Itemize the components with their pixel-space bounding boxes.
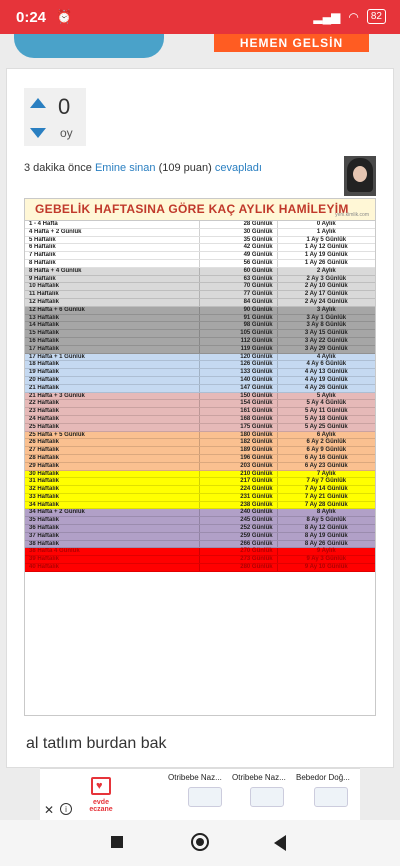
- ad-cta-button[interactable]: HEMEN GELSİN: [214, 34, 369, 52]
- table-cell-days: 196 Günlük: [200, 455, 278, 462]
- ad-product-1[interactable]: Otribebe Naz...: [168, 773, 222, 782]
- table-cell-week: 10 Haftalık: [25, 283, 200, 290]
- table-row: [25, 291, 375, 299]
- table-cell-week: 5 Haftalık: [25, 237, 200, 244]
- table-row: [25, 502, 375, 510]
- table-cell-week: 20 Haftalık: [25, 377, 200, 384]
- table-cell-months: 1 Ay 12 Günlük: [304, 244, 348, 251]
- table-row: [25, 237, 375, 245]
- table-cell-days: 168 Günlük: [200, 416, 278, 423]
- table-cell-months: 2 Ay 24 Günlük: [304, 298, 348, 305]
- table-cell-week: 34 Hafta + 2 Günlük: [25, 509, 200, 516]
- table-cell-days: 259 Günlük: [200, 533, 278, 540]
- table-cell-months: 3 Ay 22 Günlük: [304, 337, 348, 344]
- table-cell-months: 8 Ay 26 Günlük: [304, 540, 348, 547]
- table-cell-months: 7 Ay 7 Günlük: [306, 478, 347, 485]
- signal-icon: ▂▄▆: [313, 9, 341, 24]
- table-cell-days: 252 Günlük: [200, 525, 278, 532]
- ad-product-2[interactable]: Otribebe Naz...: [232, 773, 286, 782]
- author-points: (109 puan): [158, 162, 212, 174]
- ad-product-3[interactable]: Bebedor Doğ...: [296, 773, 350, 782]
- table-row: [25, 354, 375, 362]
- table-cell-days: 266 Günlük: [200, 541, 278, 548]
- table-row: [25, 416, 375, 424]
- table-cell-week: 26 Haftalık: [25, 439, 200, 446]
- table-cell-days: 98 Günlük: [200, 322, 278, 329]
- table-row: [25, 509, 375, 517]
- answer-meta: [24, 162, 262, 174]
- bottom-ad-banner[interactable]: [40, 768, 360, 820]
- table-cell-week: 4 Hafta + 2 Günlük: [25, 229, 200, 236]
- table-cell-months: 9 Ay 10 Günlük: [304, 564, 348, 571]
- table-cell-months: 3 Ay 29 Günlük: [304, 345, 348, 352]
- table-row: [25, 471, 375, 479]
- table-row: [25, 307, 375, 315]
- vote-label: oy: [60, 126, 73, 140]
- table-source: yeni.kimlik.com: [335, 212, 369, 218]
- table-cell-months: 6 Ay 2 Günlük: [306, 439, 347, 446]
- table-cell-week: 18 Haftalık: [25, 361, 200, 368]
- table-cell-months: 5 Ay 4 Günlük: [306, 400, 347, 407]
- table-row: [25, 244, 375, 252]
- table-cell-months: 2 Ay 17 Günlük: [304, 291, 348, 298]
- table-cell-days: 63 Günlük: [200, 276, 278, 283]
- table-cell-days: 30 Günlük: [200, 229, 278, 236]
- table-cell-months: 0 Aylık: [316, 221, 336, 227]
- table-cell-week: 32 Haftalık: [25, 486, 200, 493]
- table-cell-week: 24 Haftalık: [25, 416, 200, 423]
- table-cell-days: 224 Günlük: [200, 486, 278, 493]
- table-cell-days: 35 Günlük: [200, 237, 278, 244]
- table-cell-months: 9 Ay 3 Günlük: [306, 556, 347, 563]
- table-row: [25, 260, 375, 268]
- table-row: [25, 361, 375, 369]
- table-cell-week: 40 Haftalık: [25, 564, 200, 571]
- avatar-face: [353, 166, 367, 182]
- table-cell-months: 6 Ay 23 Günlük: [304, 462, 348, 469]
- table-cell-days: 245 Günlük: [200, 517, 278, 524]
- table-row: [25, 268, 375, 276]
- table-cell-months: 2 Ay 10 Günlük: [304, 283, 348, 290]
- table-cell-days: 217 Günlük: [200, 478, 278, 485]
- table-cell-months: 4 Ay 6 Günlük: [306, 361, 347, 368]
- table-cell-months: 3 Ay 8 Günlük: [306, 322, 347, 329]
- vote-count: 0: [58, 94, 71, 119]
- table-cell-days: 175 Günlük: [200, 424, 278, 431]
- table-cell-week: 31 Haftalık: [25, 478, 200, 485]
- table-row: [25, 424, 375, 432]
- avatar[interactable]: [344, 156, 376, 196]
- table-cell-week: 15 Haftalık: [25, 330, 200, 337]
- table-cell-days: 189 Günlük: [200, 447, 278, 454]
- table-cell-months: 4 Ay 13 Günlük: [304, 369, 348, 376]
- table-cell-week: 21 Haftalık: [25, 385, 200, 392]
- table-cell-days: 147 Günlük: [200, 385, 278, 392]
- wifi-icon: ◠: [348, 9, 359, 24]
- table-cell-week: 1 - 4 Hafta: [25, 221, 200, 228]
- table-row: [25, 377, 375, 385]
- downvote-icon[interactable]: [30, 128, 46, 138]
- back-icon[interactable]: [274, 835, 286, 851]
- table-row: [25, 548, 375, 556]
- table-cell-months: 8 Ay 19 Günlük: [304, 532, 348, 539]
- table-cell-week: 9 Haftalık: [25, 276, 200, 283]
- table-cell-months: 3 Aylık: [316, 306, 336, 313]
- table-row: [25, 478, 375, 486]
- table-row: [25, 322, 375, 330]
- author-link[interactable]: Emine sinan: [94, 162, 156, 174]
- table-cell-days: 49 Günlük: [200, 252, 278, 259]
- table-cell-days: 154 Günlük: [200, 400, 278, 407]
- table-cell-months: 1 Ay 26 Günlük: [304, 259, 348, 266]
- table-row: [25, 432, 375, 440]
- table-cell-months: 5 Aylık: [316, 392, 336, 399]
- table-cell-week: 14 Haftalık: [25, 322, 200, 329]
- table-cell-week: 34 Haftalık: [25, 502, 200, 509]
- table-cell-months: 9 Aylık: [316, 548, 336, 555]
- table-cell-months: 6 Ay 16 Günlük: [304, 454, 348, 461]
- table-cell-week: 38 Hafta 4 Günlük: [25, 548, 200, 555]
- ad-product-image-1[interactable]: [188, 787, 222, 807]
- ad-close-icon[interactable]: ✕: [44, 803, 55, 817]
- table-cell-days: 231 Günlük: [200, 494, 278, 501]
- table-rows: [25, 221, 375, 572]
- table-cell-months: 2 Ay 3 Günlük: [306, 275, 347, 282]
- table-cell-months: 5 Ay 18 Günlük: [304, 415, 348, 422]
- table-cell-days: 161 Günlük: [200, 408, 278, 415]
- table-cell-week: 30 Haftalık: [25, 471, 200, 478]
- table-cell-days: 280 Günlük: [200, 564, 278, 571]
- table-cell-months: 7 Ay 28 Günlük: [304, 501, 348, 508]
- table-cell-months: 5 Ay 25 Günlük: [304, 423, 348, 430]
- table-cell-week: 12 Hafta + 6 Günlük: [25, 307, 200, 314]
- vote-box: [24, 88, 86, 146]
- table-row: [25, 338, 375, 346]
- table-cell-week: 38 Haftalık: [25, 541, 200, 548]
- ad-info-icon[interactable]: i: [60, 803, 72, 815]
- ad-product-image-3[interactable]: [314, 787, 348, 807]
- upvote-icon[interactable]: [30, 98, 46, 108]
- table-cell-days: 56 Günlük: [200, 260, 278, 267]
- table-cell-week: 37 Haftalık: [25, 533, 200, 540]
- table-cell-week: 33 Haftalık: [25, 494, 200, 501]
- table-cell-days: 182 Günlük: [200, 439, 278, 446]
- table-cell-days: 91 Günlük: [200, 315, 278, 322]
- table-cell-days: 112 Günlük: [200, 338, 278, 345]
- table-row: [25, 276, 375, 284]
- table-cell-days: 273 Günlük: [200, 556, 278, 563]
- table-row: [25, 400, 375, 408]
- answer-time: 3 dakika önce: [24, 162, 92, 174]
- evde-eczane-logo: [88, 775, 114, 797]
- table-row: [25, 455, 375, 463]
- table-cell-week: 29 Haftalık: [25, 463, 200, 470]
- heart-icon: ♥: [96, 780, 103, 792]
- table-cell-days: 120 Günlük: [200, 354, 278, 361]
- table-cell-week: 7 Haftalık: [25, 252, 200, 259]
- table-cell-week: 36 Haftalık: [25, 525, 200, 532]
- table-cell-days: 140 Günlük: [200, 377, 278, 384]
- table-row: [25, 330, 375, 338]
- table-cell-week: 16 Haftalık: [25, 338, 200, 345]
- table-title-text: GEBELİK HAFTASINA GÖRE KAÇ AYLIK HAMİLEYİM: [35, 202, 349, 216]
- table-cell-days: 203 Günlük: [200, 463, 278, 470]
- table-cell-week: 8 Haftalık: [25, 260, 200, 267]
- table-cell-week: 23 Haftalık: [25, 408, 200, 415]
- table-cell-months: 1 Aylık: [316, 228, 336, 235]
- table-row: [25, 315, 375, 323]
- table-cell-months: 7 Ay 14 Günlük: [304, 486, 348, 493]
- ad-image: [14, 34, 164, 58]
- table-cell-days: 119 Günlük: [200, 346, 278, 353]
- table-cell-months: 6 Ay 9 Günlük: [306, 447, 347, 454]
- table-cell-days: 60 Günlük: [200, 268, 278, 275]
- table-cell-week: 17 Haftalık: [25, 346, 200, 353]
- table-row: [25, 447, 375, 455]
- battery-icon: 82: [367, 9, 386, 24]
- table-cell-week: 21 Hafta + 3 Günlük: [25, 393, 200, 400]
- table-row: [25, 252, 375, 260]
- table-cell-months: 7 Ay 21 Günlük: [304, 493, 348, 500]
- table-cell-week: 17 Hafta + 1 Günlük: [25, 354, 200, 361]
- table-row: [25, 486, 375, 494]
- pregnancy-table-image[interactable]: [24, 198, 376, 716]
- table-cell-months: 7 Aylık: [316, 470, 336, 477]
- table-cell-week: 39 Haftalık: [25, 556, 200, 563]
- table-row: [25, 564, 375, 572]
- table-cell-week: 25 Haftalık: [25, 424, 200, 431]
- table-cell-days: 28 Günlük: [200, 221, 278, 228]
- navigation-bar: [0, 820, 400, 866]
- table-cell-week: 27 Haftalık: [25, 447, 200, 454]
- table-cell-months: 1 Ay 5 Günlük: [306, 236, 347, 243]
- table-cell-days: 70 Günlük: [200, 283, 278, 290]
- table-cell-months: 4 Ay 19 Günlük: [304, 376, 348, 383]
- table-cell-months: 6 Aylık: [316, 431, 336, 438]
- table-row: [25, 385, 375, 393]
- table-cell-months: 4 Aylık: [316, 353, 336, 360]
- table-cell-week: 19 Haftalık: [25, 369, 200, 376]
- table-row: [25, 525, 375, 533]
- table-row: [25, 533, 375, 541]
- table-cell-week: 22 Haftalık: [25, 400, 200, 407]
- recents-icon[interactable]: [111, 836, 123, 848]
- table-cell-months: 8 Aylık: [316, 509, 336, 516]
- table-cell-months: 3 Ay 1 Günlük: [306, 314, 347, 321]
- table-cell-week: 6 Haftalık: [25, 244, 200, 251]
- table-cell-days: 240 Günlük: [200, 509, 278, 516]
- table-cell-days: 77 Günlük: [200, 291, 278, 298]
- top-ad-banner[interactable]: [0, 34, 400, 64]
- table-cell-months: 1 Ay 19 Günlük: [304, 252, 348, 259]
- table-cell-week: 13 Haftalık: [25, 315, 200, 322]
- table-cell-months: 2 Aylık: [316, 267, 336, 274]
- table-cell-days: 270 Günlük: [200, 548, 278, 555]
- table-row: [25, 439, 375, 447]
- table-cell-week: 12 Haftalık: [25, 299, 200, 306]
- clock-time: 0:24: [16, 9, 47, 26]
- ad-brand: evde eczane: [89, 799, 113, 813]
- table-row: [25, 517, 375, 525]
- table-row: [25, 494, 375, 502]
- table-cell-days: 150 Günlük: [200, 393, 278, 400]
- table-cell-months: 8 Ay 5 Günlük: [306, 517, 347, 524]
- table-cell-months: 3 Ay 15 Günlük: [304, 330, 348, 337]
- table-cell-days: 126 Günlük: [200, 361, 278, 368]
- table-row: [25, 299, 375, 307]
- table-row: [25, 369, 375, 377]
- answered-link[interactable]: cevapladı: [214, 162, 262, 174]
- table-row: [25, 408, 375, 416]
- table-cell-days: 105 Günlük: [200, 330, 278, 337]
- table-cell-months: 4 Ay 26 Günlük: [304, 384, 348, 391]
- table-cell-months: 8 Ay 12 Günlük: [304, 525, 348, 532]
- table-cell-days: 42 Günlük: [200, 244, 278, 251]
- answer-text: al tatlım burdan bak: [26, 735, 167, 752]
- status-bar: [0, 0, 400, 34]
- table-cell-week: 8 Hafta + 4 Günlük: [25, 268, 200, 275]
- table-cell-days: 133 Günlük: [200, 369, 278, 376]
- table-cell-week: 11 Haftalık: [25, 291, 200, 298]
- home-icon[interactable]: [191, 833, 209, 851]
- table-row: [25, 556, 375, 564]
- table-row: [25, 463, 375, 471]
- status-icons: [313, 9, 386, 24]
- table-row: [25, 221, 375, 229]
- table-row: [25, 283, 375, 291]
- table-row: [25, 346, 375, 354]
- table-cell-days: 238 Günlük: [200, 502, 278, 509]
- table-cell-days: 84 Günlük: [200, 299, 278, 306]
- table-cell-days: 210 Günlük: [200, 471, 278, 478]
- table-row: [25, 393, 375, 401]
- alarm-icon: ⏰: [56, 9, 73, 24]
- table-title: [25, 199, 375, 221]
- table-row: [25, 541, 375, 549]
- ad-product-image-2[interactable]: [250, 787, 284, 807]
- table-cell-week: 25 Hafta + 5 Günlük: [25, 432, 200, 439]
- table-cell-week: 35 Haftalık: [25, 517, 200, 524]
- table-cell-week: 28 Haftalık: [25, 455, 200, 462]
- table-cell-days: 180 Günlük: [200, 432, 278, 439]
- table-cell-months: 5 Ay 11 Günlük: [305, 408, 348, 415]
- table-cell-days: 90 Günlük: [200, 307, 278, 314]
- table-row: [25, 229, 375, 237]
